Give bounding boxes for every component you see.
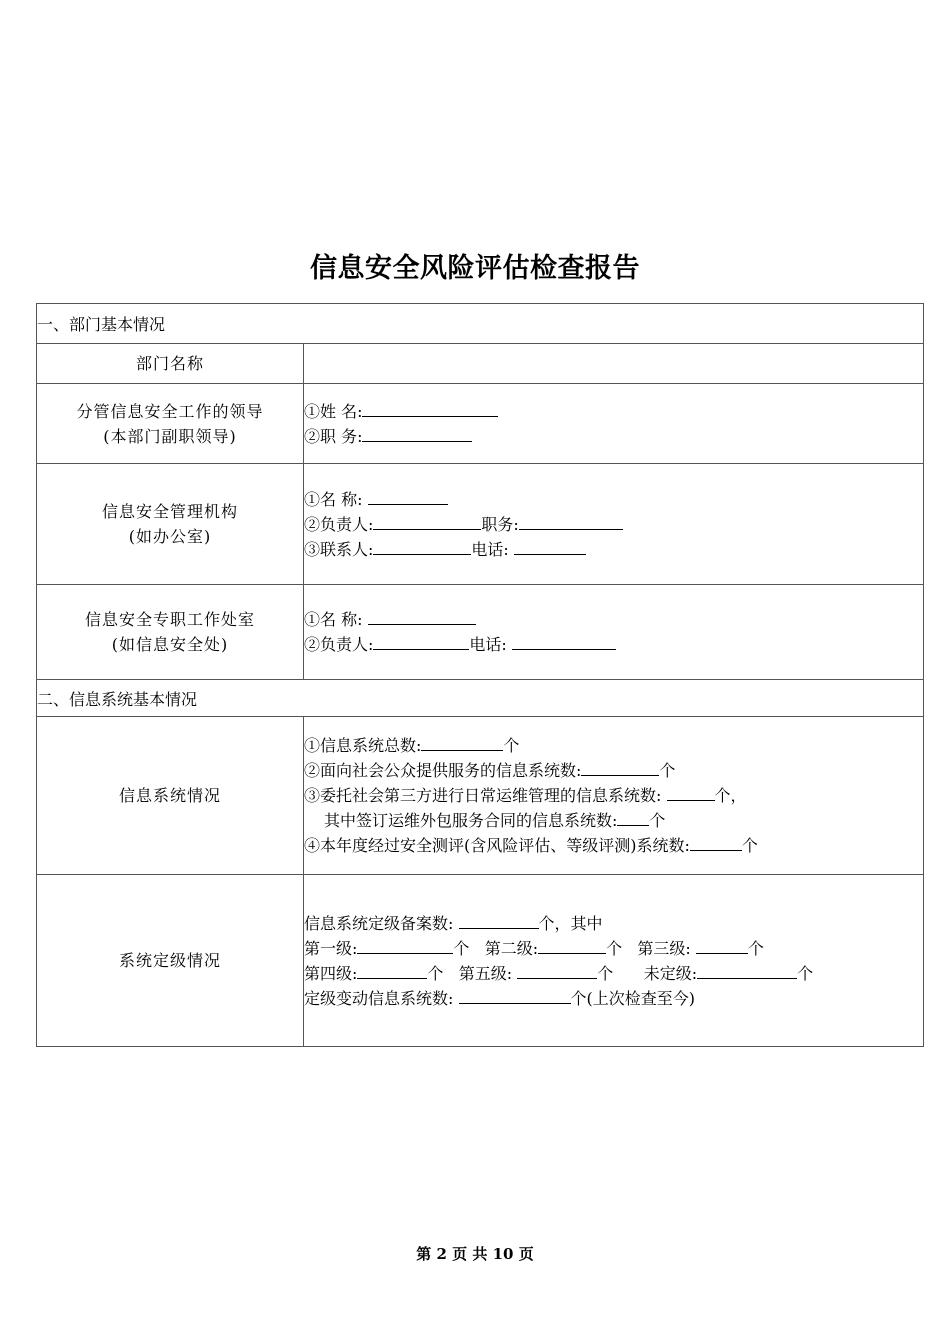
unit-text: 个: [597, 963, 614, 983]
sys-total-label: ①信息系统总数:: [304, 736, 422, 755]
level2-blank[interactable]: [538, 936, 606, 954]
level3-label: 第三级:: [637, 938, 691, 958]
sys-total-blank[interactable]: [421, 733, 503, 751]
org-name-label: ①名 称:: [304, 489, 363, 509]
ungraded-label: 未定级:: [643, 963, 698, 983]
org-owner-blank[interactable]: [373, 512, 481, 530]
unit-text: 个: [503, 736, 520, 755]
office-label: [37, 585, 304, 680]
section-row-systems: [37, 680, 924, 717]
since-last-text: (上次检查至今): [586, 988, 696, 1008]
org-label-line2: (如办公室): [128, 527, 212, 546]
leader-title-blank[interactable]: [362, 424, 472, 442]
unit-text: 个: [659, 761, 676, 780]
unit-text: 个: [538, 913, 555, 933]
org-label: [37, 464, 304, 585]
sys-assessed-label: ④本年度经过安全测评(含风险评估、等级评测)系统数:: [304, 836, 690, 855]
report-title: 信息安全风险评估检查报告: [310, 253, 640, 284]
office-name-blank[interactable]: [368, 607, 476, 625]
org-contact-blank[interactable]: [373, 537, 471, 555]
office-phone-label: 电话:: [469, 635, 507, 654]
row-systems: [37, 717, 924, 875]
org-owner-title-label: 职务:: [481, 514, 519, 534]
comma-text: ，: [730, 786, 747, 805]
office-owner-blank[interactable]: [373, 632, 469, 650]
changed-blank[interactable]: [459, 986, 571, 1004]
sys-contract-blank[interactable]: [617, 808, 649, 826]
leader-name-blank[interactable]: [362, 399, 498, 417]
office-label-line2: (如信息安全处): [111, 635, 229, 654]
office-label-line1: 信息安全专职工作处室: [84, 610, 255, 629]
grading-content: [304, 875, 924, 1047]
grading-filed-blank[interactable]: [459, 911, 539, 929]
unit-text: 个: [747, 938, 764, 958]
row-grading: [37, 875, 924, 1047]
row-security-office: [37, 585, 924, 680]
sys-outsourced-label: ③委托社会第三方进行日常运维管理的信息系统数:: [304, 786, 662, 805]
systems-content: [304, 717, 924, 875]
row-management-org: [37, 464, 924, 585]
report-form-table: [36, 303, 924, 1047]
sys-public-label: ②面向社会公众提供服务的信息系统数:: [304, 761, 582, 780]
unit-text: 个: [570, 988, 587, 1008]
section-heading-department: 一、部门基本情况: [37, 304, 924, 344]
row-dept-name: [37, 344, 924, 384]
unit-text: 个: [649, 811, 666, 830]
unit-text: 个: [606, 938, 623, 958]
org-phone-label: 电话:: [471, 539, 509, 559]
unit-text: 个: [797, 963, 814, 983]
leader-label: [37, 384, 304, 464]
org-owner-label: ②负责人:: [304, 514, 374, 534]
leader-label-line1: 分管信息安全工作的领导: [76, 401, 264, 421]
org-name-blank[interactable]: [368, 487, 448, 505]
org-phone-blank[interactable]: [514, 537, 586, 555]
office-content: [304, 585, 924, 680]
unit-text: 个: [453, 938, 470, 958]
level5-blank[interactable]: [517, 961, 597, 979]
sys-assessed-blank[interactable]: [690, 833, 742, 851]
dept-name-field[interactable]: [304, 344, 924, 384]
org-label-line1: 信息安全管理机构: [101, 502, 238, 521]
section-heading-systems: 二、信息系统基本情况: [37, 680, 924, 717]
dept-name-label: 部门名称: [37, 344, 304, 384]
row-leader: [37, 384, 924, 464]
unit-text: 个: [714, 786, 731, 805]
among-text: ，其中: [554, 913, 603, 933]
changed-label: 定级变动信息系统数:: [304, 988, 454, 1008]
page-footer: 第 2 页 共 10 页: [416, 1245, 534, 1263]
unit-text: 个: [427, 963, 444, 983]
office-phone-blank[interactable]: [512, 632, 616, 650]
unit-text: 个: [741, 836, 758, 855]
level4-label: 第四级:: [304, 963, 358, 983]
grading-label: 系统定级情况: [37, 875, 304, 1047]
leader-name-label: ①姓 名:: [304, 401, 363, 421]
level5-label: 第五级:: [458, 963, 513, 983]
ungraded-blank[interactable]: [697, 961, 797, 979]
level2-label: 第二级:: [484, 938, 539, 958]
sys-public-blank[interactable]: [581, 758, 659, 776]
leader-content: [304, 384, 924, 464]
section-row-department: [37, 304, 924, 344]
level1-blank[interactable]: [357, 936, 453, 954]
office-owner-label: ②负责人:: [304, 635, 374, 654]
org-contact-label: ③联系人:: [304, 539, 374, 559]
org-owner-title-blank[interactable]: [519, 512, 623, 530]
level1-label: 第一级:: [304, 938, 358, 958]
sys-outsourced-blank[interactable]: [667, 783, 715, 801]
leader-label-line2: (本部门副职领导): [103, 426, 237, 446]
level3-blank[interactable]: [696, 936, 748, 954]
leader-title-label: ②职 务:: [304, 426, 363, 446]
org-content: [304, 464, 924, 585]
grading-filed-label: 信息系统定级备案数:: [304, 913, 454, 933]
office-name-label: ①名 称:: [304, 610, 363, 629]
level4-blank[interactable]: [357, 961, 427, 979]
systems-label: 信息系统情况: [37, 717, 304, 875]
sys-contract-label: 其中签订运维外包服务合同的信息系统数:: [324, 811, 618, 830]
